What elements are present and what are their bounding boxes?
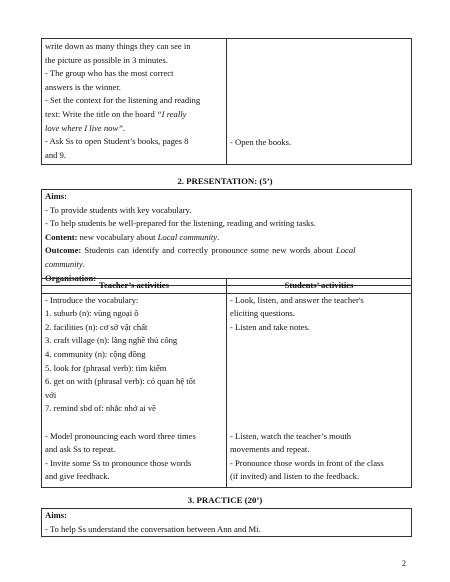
student-line: - Listen and take notes.: [230, 321, 310, 332]
student-line: [230, 402, 408, 416]
warmup-line: - Set the context for the listening and reading: [45, 95, 201, 106]
teacher-line: and give feedback.: [45, 471, 110, 482]
students-activities-cell: [227, 293, 412, 487]
warmup-context-title: love where I live now”.: [45, 122, 126, 133]
teacher-line: [45, 416, 223, 430]
warmup-ask-line: - Ask Ss to open Student’s books, pages 8: [45, 136, 189, 147]
practice-aims-label: Aims:: [45, 510, 67, 520]
practice-info-box: [41, 508, 412, 537]
presentation-title: 2. PRESENTATION: (5’): [177, 176, 273, 186]
practice-aims-item: - To help Ss understand the conversation between Ann and Mi.: [45, 523, 261, 534]
teacher-line: 1. suburb (n): vùng ngoại ô: [45, 308, 139, 319]
student-line: - Pronounce those words in front of the class: [230, 457, 384, 468]
student-line: [230, 375, 408, 389]
student-line: eliciting questions.: [230, 308, 295, 319]
student-line: [230, 348, 408, 362]
student-line: (if invited) and listen to the feedback.: [230, 471, 360, 482]
aims-item: - To provide students with key vocabulary.: [45, 204, 192, 215]
teacher-line: 7. remind sbd of: nhắc nhở ai về: [45, 403, 156, 414]
warmup-student-line: - Open the books.: [230, 137, 292, 148]
teacher-line: với: [45, 389, 57, 400]
teacher-line: 4. community (n): cộng đồng: [45, 348, 146, 359]
outcome-line: Outcome: Students can identify and correctly pronounce some new words about Local community.: [45, 245, 356, 269]
practice-title: 3. PRACTICE (20’): [187, 495, 263, 505]
practice-info-cell: [42, 509, 412, 537]
teacher-line: - Introduce the vocabulary:: [45, 294, 139, 305]
students-activities-header: Students’ activities: [227, 279, 412, 294]
teacher-line: 2. facilities (n): cơ sở vật chất: [45, 321, 148, 332]
warmup-student-cell: [227, 39, 412, 165]
student-line: [230, 362, 408, 376]
warmup-context-line: text: Write the title on the board “I really: [45, 108, 187, 119]
teacher-line: 5. look for (phrasal verb): tìm kiếm: [45, 362, 167, 373]
student-line: - Look, listen, and answer the teacher's: [230, 294, 364, 305]
page-number: 2: [402, 559, 406, 568]
organisation-label: Organisation:: [45, 272, 97, 283]
content-line: Content: new vocabulary about Local community.: [45, 231, 220, 242]
warmup-line: the picture as possible in 3 minutes.: [45, 54, 168, 65]
student-line: movements and repeat.: [230, 444, 310, 455]
warmup-line: answers is the winner.: [45, 81, 121, 92]
teacher-line: and ask Ss to repeat.: [45, 444, 116, 455]
warmup-line: write down as many things they can see in: [45, 41, 191, 51]
warmup-ask-line: and 9.: [45, 149, 67, 160]
teacher-line: 6. get on with (phrasal verb): có quan hệ tốt: [45, 376, 196, 387]
teacher-line: - Invite some Ss to pronounce those words: [45, 457, 192, 468]
teacher-activities-cell: [42, 293, 227, 487]
student-line: [230, 334, 408, 348]
teacher-line: 3. craft village (n): làng nghề thủ công: [45, 335, 178, 346]
aims-item: - To help students be well-prepared for the listening, reading and writing tasks.: [45, 218, 316, 229]
activities-table: [41, 278, 412, 488]
presentation-info-cell: [42, 190, 412, 286]
student-line: - Listen, watch the teacher’s mouth: [230, 430, 352, 441]
warmup-table: [41, 38, 412, 165]
student-line: [230, 389, 408, 403]
warmup-teacher-cell: [42, 39, 227, 165]
student-line: [230, 416, 408, 430]
presentation-info-box: [41, 189, 412, 286]
aims-label: Aims:: [45, 191, 67, 201]
teacher-line: - Model pronouncing each word three times: [45, 430, 196, 441]
teacher-activities-header: Teacher’s activities: [42, 279, 227, 294]
warmup-line: - The group who has the most correct: [45, 68, 174, 79]
